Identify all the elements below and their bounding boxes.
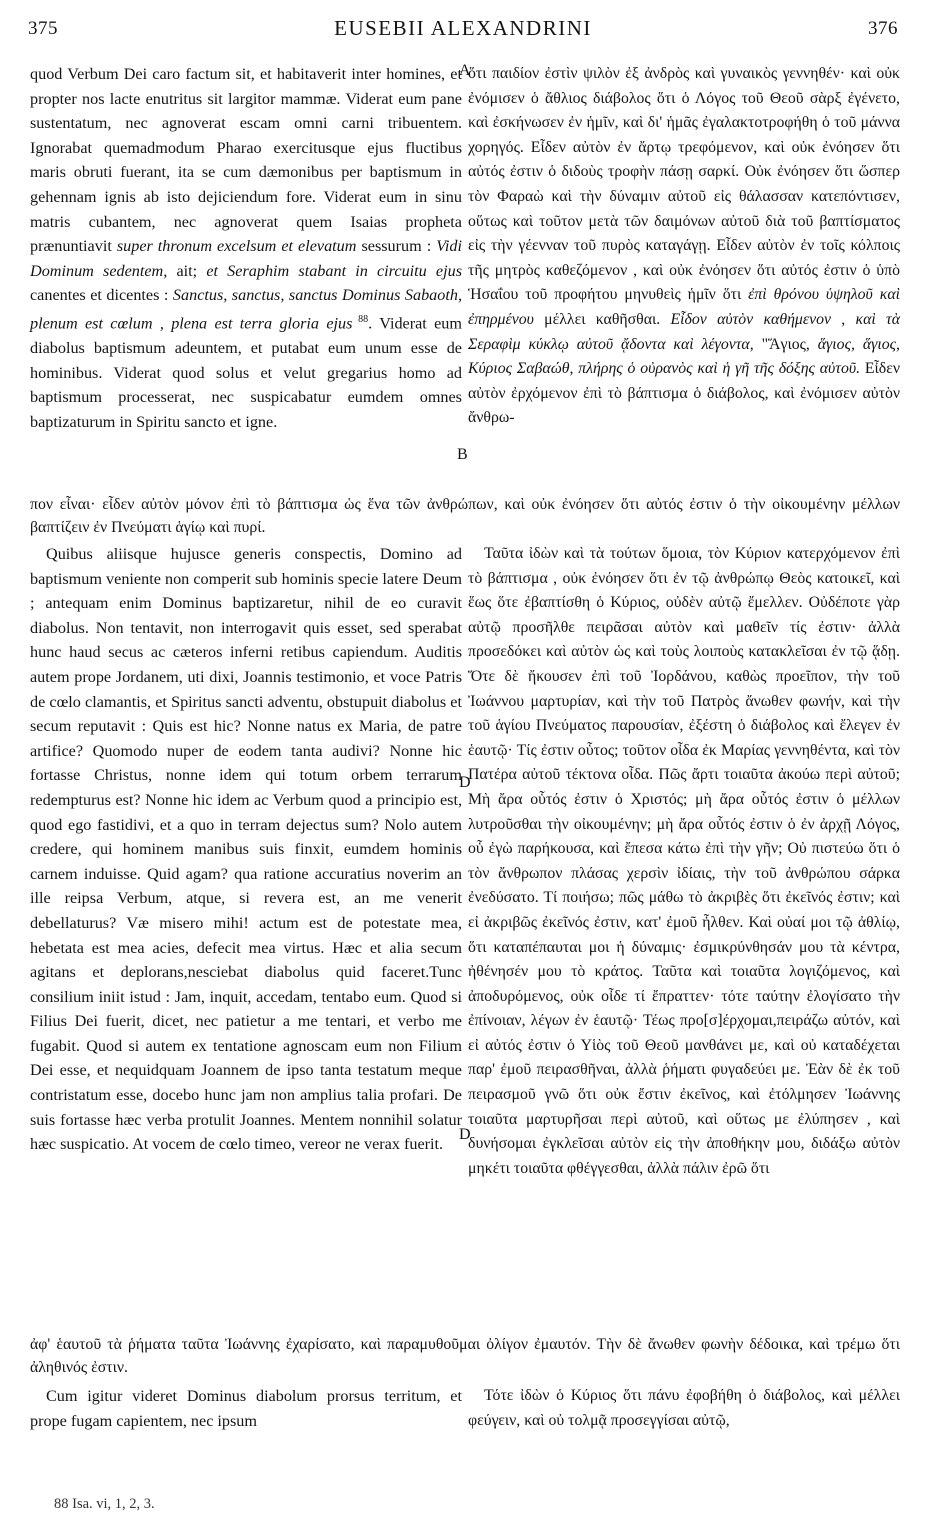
page-number-right: 376: [868, 18, 898, 39]
latin-paragraph-3: Cum igitur videret Dominus diabolum prorsus territum, et prope fugam capientem, nec ipsum: [30, 1387, 462, 1430]
footnote-ref: 88: [352, 313, 369, 325]
running-header: [28, 14, 898, 44]
margin-marker-a: A: [459, 62, 471, 79]
greek-column-section-3: [468, 1384, 900, 1433]
latin-column-section-3: [30, 1384, 462, 1433]
greek-continuation-1: πον εἶναι· εἶδεν αὐτὸν μόνον ἐπὶ τὸ βάπτισμα ὡς ἕνα τῶν ἀνθρώπων, καὶ οὐκ ἐνόησεν ὅτι αὐτός ἐστιν ὁ τὴν οἰκουμένην μέλλων βαπτίζειν ἐν Πνεύματι ἁγίῳ καὶ πυρί.: [30, 496, 900, 536]
footnote: 88 Isa. vi, 1, 2, 3.: [54, 1496, 155, 1512]
latin-column-section-1: [30, 62, 462, 434]
latin-column-section-2: [30, 542, 462, 1157]
margin-marker-d: D: [459, 1126, 471, 1143]
margin-marker-c: D: [459, 774, 471, 791]
page-number-left: 375: [28, 18, 58, 39]
greek-paragraph-2: Ταῦτα ἰδὼν καὶ τὰ τούτων ὅμοια, τὸν Κύριον κατερχόμενον ἐπὶ τὸ βάπτισμα , οὐκ ἐνόησεν ὅτι ἐν τῷ ἀνθρώπῳ Θεὸς κατοικεῖ, καὶ ἕως ὅτε ἐβαπτίσθη ὁ Κύριος, οὐδὲν αὐτῷ ἔμελλεν. Οὐδέποτε γὰρ αὐτῷ προσῆλθε πειρᾶσαι αὐτὸν καὶ μαθεῖν τίς ἐστιν· ἀλλὰ προσεδόκει καὶ αὐτὸν ὡς καὶ τοὺς λοιποὺς κατακλεῖσαι ἐν τῷ ᾅδῃ. Ὅτε δὲ ἤκουσεν ἐπὶ τοῦ Ἰορδάνου, καθὼς προεῖπον, τὴν τοῦ Ἰωάννου μαρτυρίαν, καὶ τὴν τοῦ Πατρὸς ἄνωθεν φωνήν, καὶ τὴν τοῦ ἁγίου Πνεύματος παρουσίαν, ἐξέστη ὁ διάβολος καὶ ἔλεγεν ἐν ἑαυτῷ· Τίς ἐστιν οὗτος; τοῦτον οἶδα ἐκ Μαρίας γεννηθέντα, καὶ τὸν Πατέρα αὐτοῦ τέκτονα οἶδα. Πῶς ἄρτι τοιαῦτα ἀκούω περὶ αὐτοῦ; Μὴ ἄρα οὗτός ἐστιν ὁ Χριστός; μὴ ἄρα οὗτός ἐστιν ὁ μέλλων λυτροῦσθαι τὴν οἰκουμένην; μὴ ἄρα οὗτός ἐστιν ὁ ἐν ἀρχῇ Λόγος, οὗ ἐγὼ παρήκουσα, καὶ ἔπεσα κάτω ἐπὶ τὴν γῆν; Οὐ πιστεύω ὅτι ὁ τὸν ἄνθρωπον πλάσας χερσὶν ἰδίαις, τὴν τοῦ ἀνθρώπου σάρκα ἐνεδύσατο. Τί ποιήσω; πῶς μάθω τὸ ἀκριβὲς ὅτι ἐκεῖνός ἐστιν; καὶ εἰ ἀκριβῶς ἐκεῖνός ἐστιν, κατ' ἐμοῦ ἦλθεν. Καὶ οὐαί μοι τῷ ἀθλίῳ, ὅτι καταπέπαυται μοι ἡ δύναμις· ἐσμικρύνθησάν μου τὰ κέντρα, ἠθένησέν μου τὸ κράτος. Ταῦτα καὶ τοιαῦτα λογιζόμενος, καὶ ἀποδυρόμενος, οὐκ οἶδε τί ἔπραττεν· τότε ταύτην ἐλογίσατο τὴν ἐπίνοιαν, λέγων ἐν ἑαυτῷ· Τέως προ[σ]έρχομαι,πειράζω αὐτόν, καὶ εἰ αὐτός ἐστιν ὁ Υἱὸς τοῦ Θεοῦ μανθάνει με, καὶ οὐ καταδέχεται παρ' ἐμοῦ πειρασθῆναι, ἀλλὰ ῥήματι φυγαδεύει με. Ἐὰν δὲ ἐκ τοῦ πειρασμοῦ γνῶ ὅτι οὐκ ἔστιν ἐκεῖνος, καὶ ἐτόλμησεν Ἰωάννης τοιαῦτα μαρτυρῆσαι περὶ αὐτοῦ, καὶ οὕτως με ἐλύπησεν , καὶ δυνήσομαι ἐγκλεῖσαι αὐτὸν εἰς τὴν ἀποθήκην μου, διδάξω αὐτὸν μηκέτι τοιαῦτα φθέγγεσθαι, ἀλλὰ πάλιν ἐρῶ ὅτι: [468, 545, 900, 1177]
running-title: EUSEBII ALEXANDRINI: [334, 16, 592, 40]
greek-continuation-2: ἀφ' ἑαυτοῦ τὰ ῥήματα ταῦτα Ἰωάννης ἐχαρίσατο, καὶ παραμυθοῦμαι ὀλίγον ἐμαυτόν. Τὴν δὲ ἄνωθεν φωνὴν δέδοικα, καὶ τρέμω ὅτι ἀληθινός ἐστιν.: [30, 1336, 900, 1376]
greek-column-section-1: [468, 62, 900, 431]
greek-paragraph-1: ὅτι παιδίον ἐστὶν ψιλὸν ἐξ ἀνδρὸς καὶ γυναικὸς γεννηθέν· καὶ οὐκ ἐνόμισεν ὁ ἄθλιος διάβολος ὅτι ὁ Λόγος τοῦ Θεοῦ σὰρξ ἐγένετο, καὶ ἐσκήνωσεν ἐν ἡμῖν, καὶ δι' ἡμᾶς ἐγαλακτοτροφήθη ὁ τοῦ μάννα χορηγός. Εἶδεν αὐτὸν ἐν ἄρτῳ τρεφόμενον, καὶ οὐκ ἐνόησεν ὅτι αὐτός ἐστιν ὁ διδοὺς τροφὴν πάσῃ σαρκί. Οὐκ ἐνόησεν ὅτι ὥσπερ τὸν Φαραὼ καὶ τὴν δύναμιν αὐτοῦ εἰς θάλασσαν κατεπόντισεν, οὕτως καὶ τοῦτον μετὰ τῶν δαιμόνων αὐτοῦ διὰ τοῦ βαπτίσματος εἰς τὴν γέενναν τοῦ πυρὸς καταγάγῃ. Εἶδεν αὐτὸν ἐν τοῖς κόλποις τῆς μητρὸς καθεζόμενον , καὶ οὐκ ἐνόησεν ὅτι αὐτός ἐστιν ὁ ὑπὸ Ἡσαΐου τοῦ προφήτου μηνυθεὶς ἡμῖν ὅτι ἐπὶ θρόνου ὑψηλοῦ καὶ ἐπηρμένου μέλλει καθῆσθαι. Εἶδον αὐτὸν καθήμενον , καὶ τὰ Σεραφὶμ κύκλῳ αὐτοῦ ᾄδοντα καὶ λέγοντα, "Ἅγιος, ἅγιος, ἅγιος, Κύριος Σαβαώθ, πλήρης ὁ οὐρανὸς καὶ ἡ γῆ τῆς δόξης αὐτοῦ. Εἶδεν αὐτὸν ἐρχόμενον ἐπὶ τὸ βάπτισμα ὁ διάβολος, καὶ ἐνόμισεν αὐτὸν ἄνθρω-: [468, 65, 900, 427]
greek-column-section-2: [468, 542, 900, 1181]
latin-paragraph-1: quod Verbum Dei caro factum sit, et habitaverit inter homines, et propter nos lacte enutritus sit largitor mammæ. Viderat eum pane sustentatum, nec agnoverat escam omni carni tribuentem. Ignorabat quemadmodum Pharao exercitusque ejus fluctibus maris obruti fuerant, ita se cum dæmonibus per baptismum in gehennam ignis ab isto dejiciendum fore. Viderat eum in sinu matris cubantem, nec agnoverat quem Isaias propheta prænuntiavit super thronum excelsum et elevatum sessurum : Vidi Dominum sedentem, ait; et Seraphim stabant in circuitu ejus canentes et dicentes : Sanctus, sanctus, sanctus Dominus Sabaoth, plenum est cœlum , plena est terra gloria ejus $^{88}$. Viderat eum diabolus baptismum adeuntem, et putabat eum unum esse de hominibus. Viderat quod solus et velut gregarius homo ad baptismum processerat, nec suspicabatur eumdem omnes baptizaturum in Spiritu sancto et igne.: [30, 65, 462, 431]
margin-marker-b: B: [457, 446, 468, 463]
latin-paragraph-2: Quibus aliisque hujusce generis conspectis, Domino ad baptismum veniente non comperit sub hominis specie latere Deum ; antequam enim Dominus baptizaretur, nihil de eo curavit diabolus. Non tentavit, non interrogavit quis esset, sed sperabat hunc haud secus ac cæteros inferni retibus capiendum. Auditis autem prope Jordanem, uti dixi, Joannis testimonio, et voce Patris de cœlo clamantis, et Spiritus sancti adventu, obstupuit diabolus et secum reputavit : Quis est hic? Nonne natus ex Maria, de patre artifice? Quomodo nuper de eodem tanta audivi? Nonne hic fortasse Christus, nonne idem qui totum orbem terrarum redempturus est? Nonne hic idem ac Verbum quod a principio est, quod ego fastidivi, et a quo in terram dejectus sum? Nolo autem credere, qui hominem manibus suis finxit, eumdem hominis carnem induisse. Quid agam? qua ratione accuratius noverim an ille reipsa Verbum, atque, si revera est, an me venerit debellaturus? Væ misero mihi! actum est de potestate mea, hebetata est mea acies, defecit mea virtus. Hæc et alia secum agitans et deplorans,nesciebat diabolus quid faceret.Tunc consilium iniit istud : Jam, inquit, accedam, tentabo eum. Quod si Filius Dei fuerit, dicet, nec patietur a me tentari, et verbo me fugabit. Quod si autem ex tentatione agnoscam eum non Filium Dei esse, et nequidquam Joannem de ipso tanta testatum meque contristatum esse, docebo hunc jam non amplius talia profari. De suis fortasse hæc verba protulit Joannes. Mentem nonnihil solatur hæc suspicatio. At vocem de cœlo timeo, vereor ne verax fuerit.: [30, 545, 462, 1154]
greek-paragraph-3: Τότε ἰδὼν ὁ Κύριος ὅτι πάνυ ἐφοβήθη ὁ διάβολος, καὶ μέλλει φεύγειν, καὶ οὐ τολμᾷ προσεγγίσαι αὐτῷ,: [468, 1387, 900, 1429]
